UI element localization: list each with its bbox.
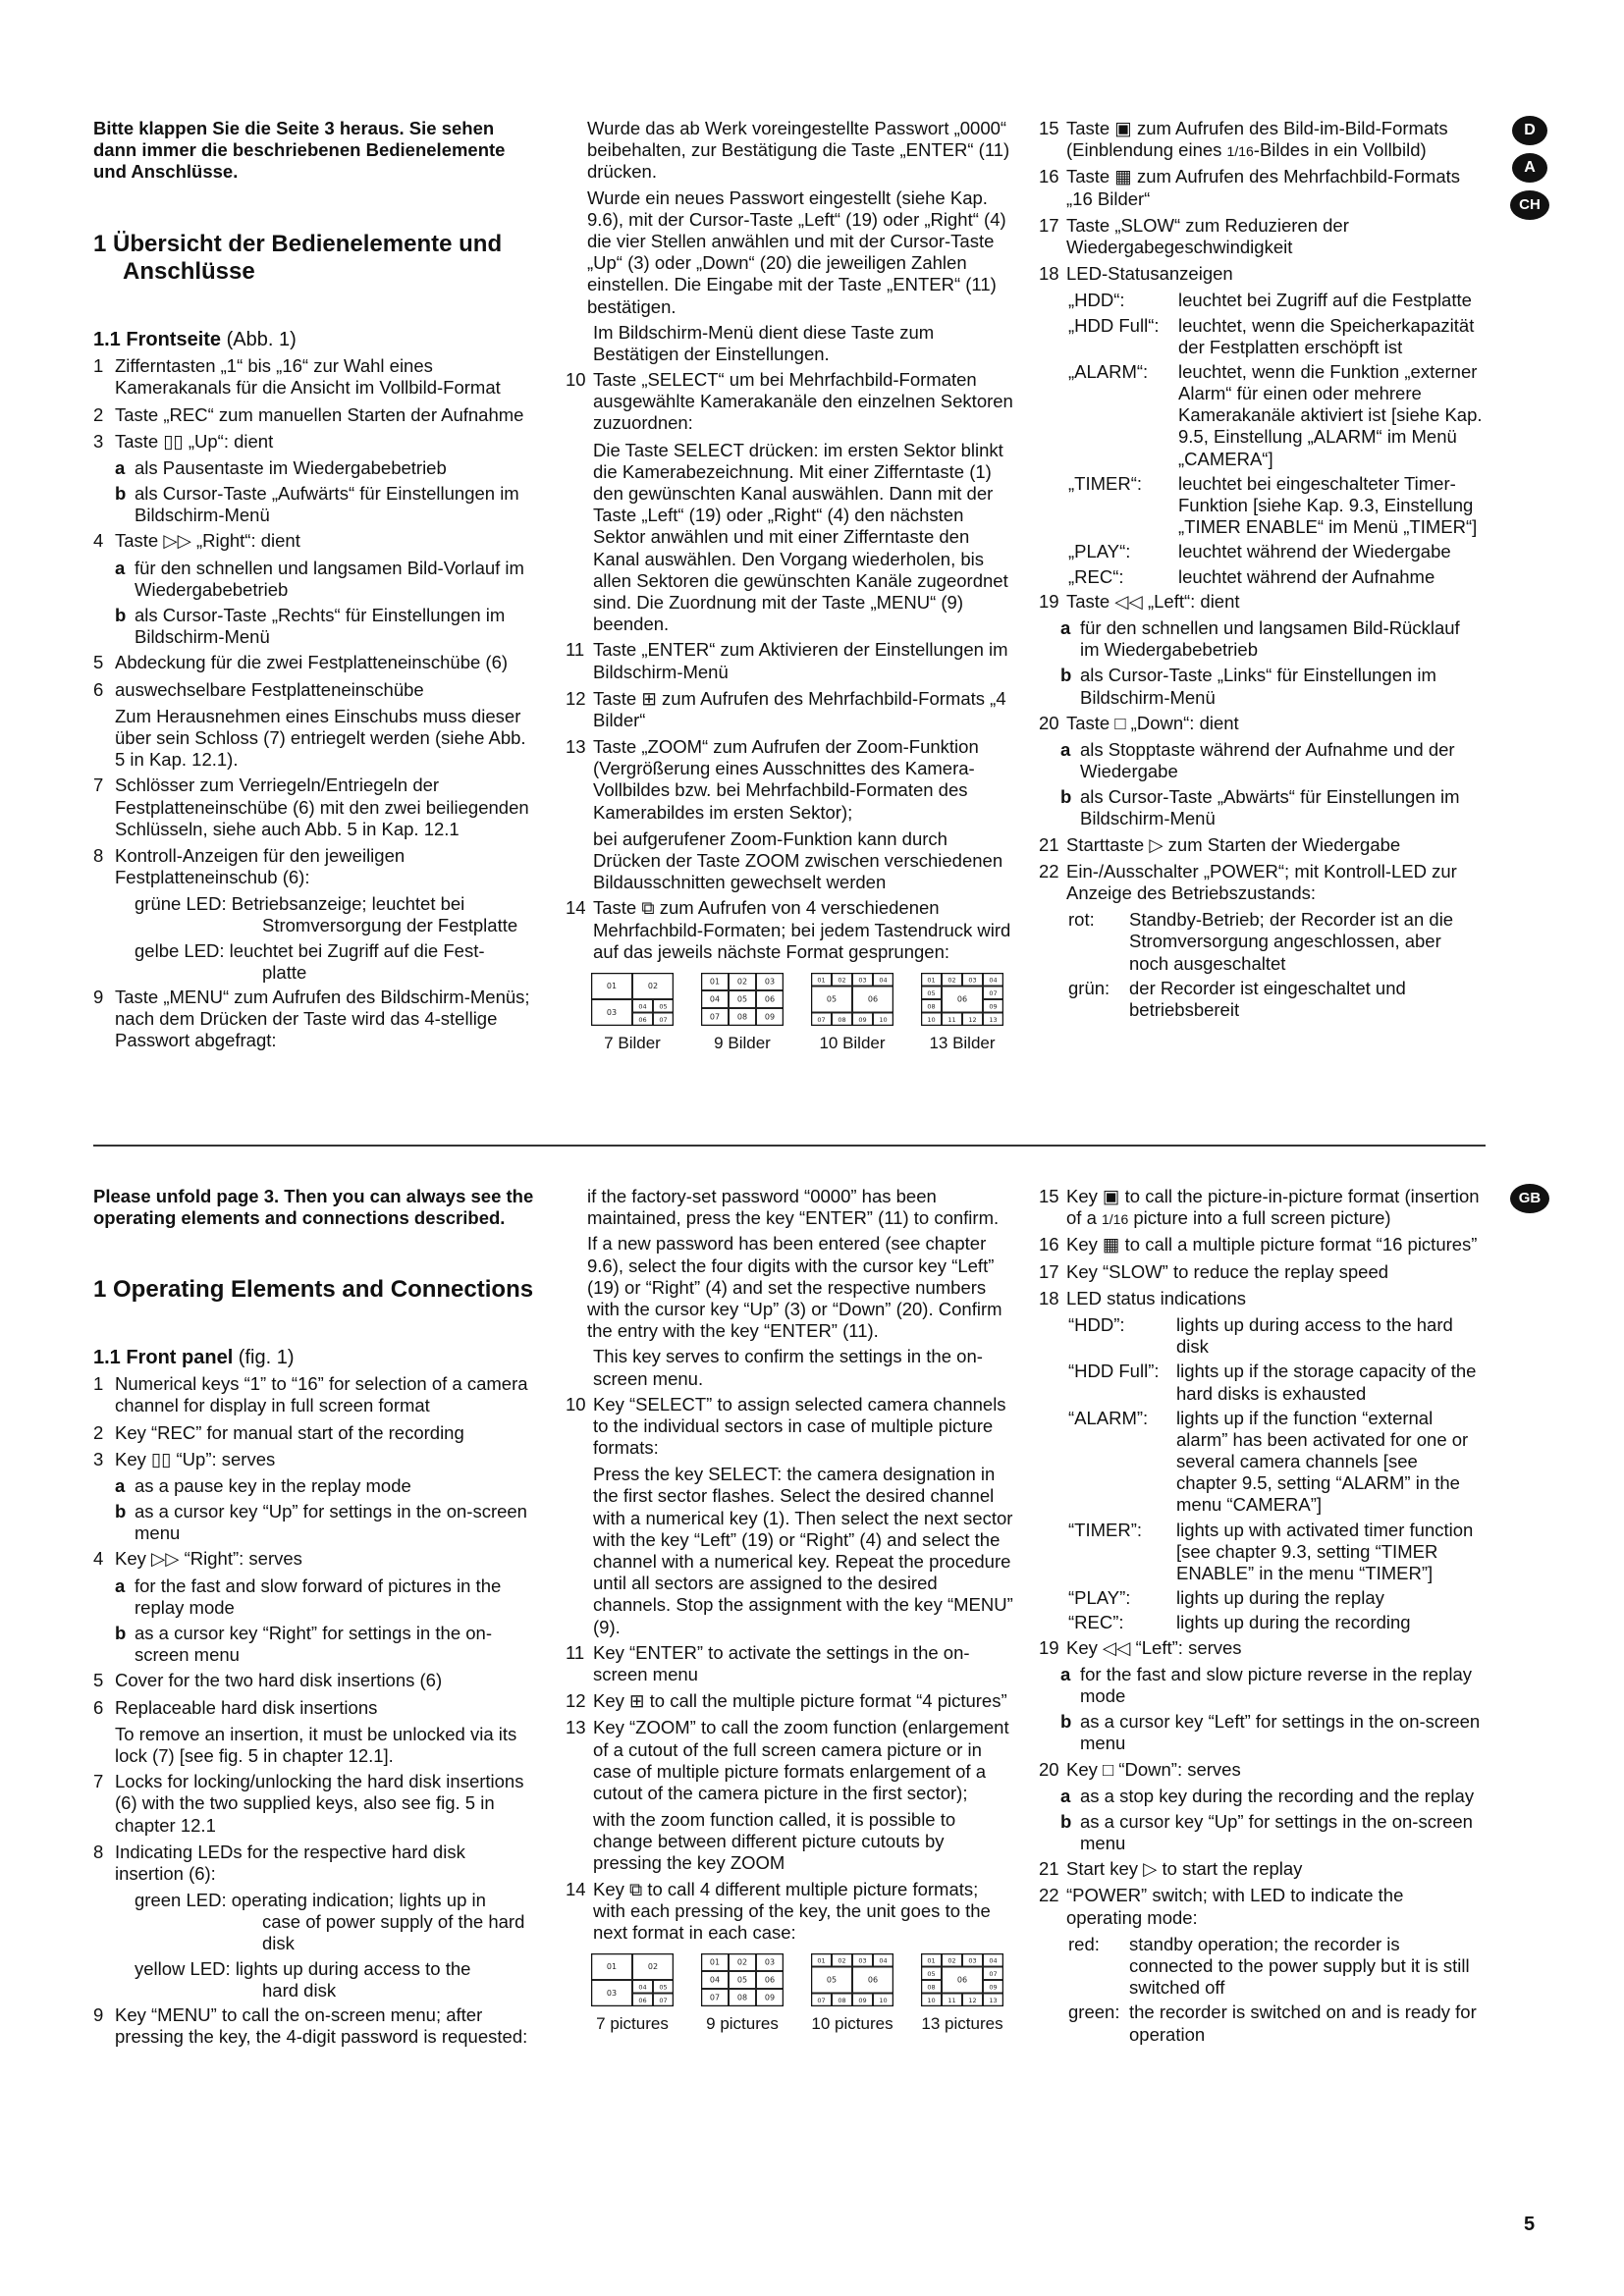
de-item-9: 9 Taste „MENU“ zum Aufrufen des Bildschirm-Menüs; nach dem Drücken der Taste wird das 4-stellige Passwort abgefragt: [93,987,530,1051]
grid-cell-label: 02 [947,976,956,985]
de-item-2: 2 Taste „REC“ zum manuellen Starten der Aufnahme [93,403,524,425]
grid-cell-label: 10 [927,1015,936,1024]
grid-9-icon [701,1953,784,2006]
en-item-19b: b as a cursor key “Left” for settings in the on-screen menu [1060,1711,1481,1754]
grid-10-icon [811,973,893,1026]
en-item-6-note: To remove an insertion, it must be unlocked via its lock (7) [see fig. 5 in chapter 12.1]. [115,1723,517,1766]
en-item-6: 6 Replaceable hard disk insertions [93,1696,378,1718]
grid-cell-label: 05 [927,988,936,997]
en-item-5: 5 Cover for the two hard disk insertions (6) [93,1670,443,1691]
de-password-default: Wurde das ab Werk voreingestellte Passwort „0000“ beibehalten, zur Bestätigung die Taste „ENTER“ (11) drücken. [587,118,1010,183]
en-format-7: 01 02 03 04 05 06 07 7 pictures [585,1953,679,2034]
de-led-hdd: „HDD“: leuchtet bei Zugriff auf die Festplatte [1068,290,1472,311]
grid-cell-label: 04 [709,994,721,1004]
en-item-4: 4 Key ▷▷ “Right”: serves [93,1548,302,1570]
de-format-10: 01 02 03 04 05 06 07 08 09 10 10 Bilder [805,973,899,1053]
grid-cell-label: 03 [858,1956,867,1965]
grid-cell-label: 03 [968,976,977,985]
language-badge-ch: CH [1510,190,1549,220]
grid-cell-label: 02 [736,977,748,987]
grid-cell-label: 05 [826,1975,838,1985]
de-led-alarm: „ALARM“: leuchtet, wenn die Funktion „externer Alarm“ für einen oder mehrere Kamerakanäle aktiviert ist [siehe Kap. 9.5, Einstellung „ALARM“ im Menü „CAMERA“] [1068,360,1483,469]
en-section-title: 1 Operating Elements and Connections [93,1276,534,1304]
de-item-3: 3 Taste ▯▯ „Up“: dient [93,430,274,452]
de-format-diagrams [566,973,1015,1053]
language-badge-d: D [1512,116,1547,145]
de-item-4: 4 Taste ▷▷ „Right“: dient [93,530,300,552]
grid-cell-label: 03 [764,1957,776,1967]
de-item-19a: a für den schnellen und langsamen Bild-Rücklauf im Wiedergabebetrieb [1060,616,1460,661]
en-led-timer: “TIMER”: lights up with activated timer function [see chapter 9.3, setting “TIMER ENABLE” in the menu “TIMER”] [1068,1519,1474,1583]
en-item-15: 15 Key ▣ to call the picture-in-picture format (insertion of a 1/16 picture into a full screen picture) [1039,1186,1480,1229]
de-item-15: 15 Taste ▣ zum Aufrufen des Bild-im-Bild-Formats (Einblendung eines 1/16-Bildes in ein Vollbild) [1039,118,1448,161]
grid-cell-label: 06 [867,1975,879,1985]
en-password-default: if the factory-set password “0000” has been maintained, press the key “ENTER” (11) to confirm. [587,1186,1000,1229]
de-item-21: 21 Starttaste ▷ zum Starten der Wiedergabe [1039,833,1401,855]
grid-cell-label: 08 [838,1015,846,1024]
en-format-10: 01 02 03 04 05 06 07 08 09 10 10 pictures [805,1953,899,2034]
de-item-3a: a als Pausentaste im Wiedergabebetrieb [115,456,447,478]
grid-cell-label: 09 [764,1993,776,2002]
en-subsection-title: 1.1 Front panel (fig. 1) [93,1347,295,1369]
en-item-16: 16 Key ▦ to call a multiple picture format “16 pictures” [1039,1234,1478,1255]
de-item-8-green: grüne LED: Betriebsanzeige; leuchtet bei Stromversorgung der Festplatte [135,893,518,936]
de-item-4a: a für den schnellen und langsamen Bild-Vorlauf im Wiedergabebetrieb [115,557,524,600]
grid-cell-label: 09 [989,1983,998,1992]
grid-9-icon [701,973,784,1026]
grid-cell-label: 07 [659,1015,668,1024]
grid-cell-label: 04 [709,1975,721,1985]
grid-cell-label: 07 [989,1969,998,1978]
grid-cell-label: 02 [647,1962,659,1972]
grid-cell-label: 11 [947,1996,956,2004]
grid-cell-label: 01 [606,981,618,990]
en-led-hdd: “HDD”: lights up during access to the hard disk [1068,1313,1453,1358]
en-intro: Please unfold page 3. Then you can always see the operating elements and connections described. [93,1186,534,1229]
de-item-13: 13 Taste „ZOOM“ zum Aufrufen der Zoom-Funktion (Vergrößerung eines Ausschnittes des Kamera-Vollbildes bzw. bei Mehrfachbild-Formaten des Kamerabildes im ersten Sektor); [566,736,979,823]
en-item-20b: b as a cursor key “Up” for settings in the on-screen menu [1060,1810,1473,1854]
de-format-9: 01 02 03 04 05 06 07 08 09 9 Bilder [695,973,789,1053]
grid-7-icon [591,1953,674,2006]
grid-cell-label: 01 [817,1956,826,1965]
de-item-8: 8 Kontroll-Anzeigen für den jeweiligen Festplatteneinschub (6): [93,844,406,888]
grid-cell-label: 03 [764,977,776,987]
en-column-3 [1039,1186,1483,2049]
grid-cell-label: 07 [709,1012,721,1022]
de-item-17: 17 Taste „SLOW“ zum Reduzieren der Wiedergabegeschwindigkeit [1039,214,1349,257]
de-power-green: grün: der Recorder ist eingeschaltet und betriebsbereit [1068,977,1406,1020]
de-item-20: 20 Taste □ „Down“: dient [1039,712,1239,733]
grid-cell-label: 01 [709,977,721,987]
en-item-22: 22 “POWER” switch; with LED to indicate the operating mode: [1039,1885,1404,1928]
grid-13-icon [921,973,1003,1026]
de-item-1: 1 Zifferntasten „1“ bis „16“ zur Wahl eines Kamerakanals für die Ansicht im Vollbild-Format [93,355,501,399]
page-number: 5 [1524,2214,1536,2235]
de-item-5: 5 Abdeckung für die zwei Festplatteneinschübe (6) [93,652,509,673]
en-led-play: “PLAY”: lights up during the replay [1068,1587,1384,1609]
grid-cell-label: 02 [947,1956,956,1965]
grid-cell-label: 09 [989,1002,998,1011]
grid-cell-label: 05 [659,1002,668,1011]
de-led-play: „PLAY“: leuchtet während der Wiedergabe [1068,541,1451,562]
grid-cell-label: 02 [838,976,846,985]
en-item-13: 13 Key “ZOOM” to call the zoom function (enlargement of a cutout of the full screen camera picture or in case of multiple picture formats enlargement of a cutout of the camera picture in the first sector); [566,1717,1009,1803]
en-item-3b: b as a cursor key “Up” for settings in the on-screen menu [115,1501,527,1544]
de-item-20b: b als Cursor-Taste „Abwärts“ für Einstellungen im Bildschirm-Menü [1060,786,1460,829]
de-item-10: 10 Taste „SELECT“ um bei Mehrfachbild-Formaten ausgewählte Kamerakanäle den einzelnen Sektoren zuzuordnen: [566,369,1013,434]
grid-cell-label: 07 [659,1996,668,2004]
grid-cell-label: 06 [956,994,968,1004]
grid-cell-label: 06 [956,1975,968,1985]
en-item-10-note: Press the key SELECT: the camera designation in the first sector flashes. Select the desired channel with a numerical key (1). Then select the next sector with the key “Left” (19) or “Right” (4) and select the channel with a numerical key. Repeat the procedure until all sectors are assigned to the desired channels. Stop the assignment with the key “MENU” (9). [593,1464,1013,1637]
en-item-12: 12 Key ⊞ to call the multiple picture format “4 pictures” [566,1690,1007,1712]
en-item-8-yellow: yellow LED: lights up during access to the hard disk [135,1957,471,2001]
grid-cell-label: 08 [736,1993,748,2002]
de-item-8-yellow: gelbe LED: leuchtet bei Zugriff auf die Fest- platte [135,939,485,983]
grid-cell-label: 06 [867,994,879,1004]
grid-cell-label: 09 [858,1015,867,1024]
de-item-19: 19 Taste ◁◁ „Left“: dient [1039,590,1240,612]
de-column-1 [93,118,537,1057]
en-item-11: 11 Key “ENTER” to activate the settings in the on-screen menu [566,1641,970,1684]
en-power-green: green: the recorder is switched on and is ready for operation [1068,2002,1477,2045]
grid-cell-label: 06 [638,1015,647,1024]
en-item-20a: a as a stop key during the recording and the replay [1060,1785,1475,1806]
de-item-11: 11 Taste „ENTER“ zum Aktivieren der Einstellungen im Bildschirm-Menü [566,639,1008,682]
grid-cell-label: 10 [879,1015,888,1024]
grid-cell-label: 05 [736,994,748,1004]
language-badge-gb: GB [1510,1184,1549,1213]
grid-cell-label: 07 [989,988,998,997]
de-column-2 [566,118,1015,1053]
en-item-3: 3 Key ▯▯ “Up”: serves [93,1448,276,1469]
en-led-alarm: “ALARM”: lights up if the function “external alarm” has been activated for one or several camera channels [see chapter 9.5, setting “ALARM” in the menu “CAMERA”] [1068,1407,1469,1516]
en-item-18: 18 LED status indications [1039,1287,1247,1308]
en-item-1: 1 Numerical keys “1” to “16” for selection of a camera channel for display in full screen format [93,1373,528,1416]
grid-cell-label: 10 [879,1996,888,2004]
grid-cell-label: 03 [968,1956,977,1965]
grid-cell-label: 05 [927,1969,936,1978]
de-item-7: 7 Schlösser zum Verriegeln/Entriegeln der Festplatteneinschübe (6) mit den zwei beiliegenden Schlüsseln, siehe auch Abb. 5 in Kap. 12.1 [93,774,529,839]
de-led-timer: „TIMER“: leuchtet bei eingeschalteter Timer-Funktion [siehe Kap. 9.3, Einstellung „TIMER ENABLE“ im Menü „TIMER“] [1068,472,1478,538]
grid-cell-label: 12 [968,1015,977,1024]
en-column-1 [93,1186,537,2053]
en-password-new: If a new password has been entered (see chapter 9.6), select the four digits with the cursor key “Left” (19) or “Right” (4) and set the respective numbers with the cursor key “Up” (3) or “Down” (20). Confirm the entry with the key “ENTER” (11). [587,1233,1002,1342]
de-item-18: 18 LED-Statusanzeigen [1039,263,1233,285]
en-item-10: 10 Key “SELECT” to assign selected camera channels to the individual sectors in case of multiple picture formats: [566,1393,1006,1459]
grid-cell-label: 08 [927,1983,936,1992]
de-led-rec: „REC“: leuchtet während der Aufnahme [1068,565,1435,587]
de-menu-confirm: Im Bildschirm-Menü dient diese Taste zum Bestätigen der Einstellungen. [593,321,935,364]
grid-cell-label: 01 [927,976,936,985]
grid-cell-label: 04 [989,1956,998,1965]
de-password-new: Wurde ein neues Passwort eingestellt (siehe Kap. 9.6), mit der Cursor-Taste „Left“ (19) oder „Right“ (4) die vier Stellen anwählen und mit der Cursor-Taste „Up“ (3) oder „Down“ (20) die jeweiligen Zahlen einstellen. Die Eingabe mit der Taste „ENTER“ (11) bestätigen. [587,187,1006,317]
grid-cell-label: 05 [659,1983,668,1992]
grid-cell-label: 06 [764,1975,776,1985]
en-item-21: 21 Start key ▷ to start the replay [1039,1858,1303,1880]
grid-cell-label: 09 [764,1012,776,1022]
en-item-17: 17 Key “SLOW” to reduce the replay speed [1039,1260,1389,1282]
grid-cell-label: 06 [764,994,776,1004]
grid-cell-label: 03 [606,1007,618,1017]
en-led-rec: “REC”: lights up during the recording [1068,1612,1411,1633]
de-column-3 [1039,118,1483,1024]
grid-cell-label: 02 [838,1956,846,1965]
grid-cell-label: 04 [879,976,888,985]
en-power-red: red: standby operation; the recorder is connected to the power supply but it is still switched off [1068,1933,1470,1999]
grid-cell-label: 07 [817,1015,826,1024]
de-item-13-note: bei aufgerufener Zoom-Funktion kann durch Drücken der Taste ZOOM zwischen verschiedenen Bildausschnitten gewechselt werden [593,828,1003,893]
grid-cell-label: 11 [947,1015,956,1024]
grid-cell-label: 04 [879,1956,888,1965]
language-badge-a: A [1512,153,1547,183]
grid-cell-label: 05 [736,1975,748,1985]
grid-cell-label: 08 [736,1012,748,1022]
en-led-hdd-full: “HDD Full”: lights up if the storage capacity of the hard disks is exhausted [1068,1361,1477,1404]
en-column-2 [566,1186,1015,2035]
grid-cell-label: 13 [989,1015,998,1024]
grid-cell-label: 08 [927,1002,936,1011]
de-item-4b: b als Cursor-Taste „Rechts“ für Einstellungen im Bildschirm-Menü [115,605,506,648]
de-item-3b: b als Cursor-Taste „Aufwärts“ für Einstellungen im Bildschirm-Menü [115,483,519,526]
en-item-8: 8 Indicating LEDs for the respective hard disk insertion (6): [93,1841,465,1884]
de-item-10-note: Die Taste SELECT drücken: im ersten Sektor blinkt die Kamerabezeichnung. Mit einer Zifferntaste (1) den gewünschten Kanal auswählen. Dann mit der Taste „Left“ (19) oder „Right“ (4) den nächsten Sektor anwählen und mit einer Zifferntaste den Kanal auswählen. Den Vorgang wiederholen, bis allen Sektoren die gewünschten Kanäle zugeordnet sind. Die Zuordnung mit der Taste „MENU“ (9) beenden. [593,439,1008,635]
en-item-8-green: green LED: operating indication; lights up in case of power supply of the hard disk [135,1890,525,1954]
en-item-2: 2 Key “REC” for manual start of the recording [93,1421,464,1443]
section-divider [93,1145,1486,1147]
en-item-14: 14 Key ⧉ to call 4 different multiple picture formats; with each pressing of the key, the unit goes to the next format in each case: [566,1878,991,1943]
grid-cell-label: 12 [968,1996,977,2004]
en-menu-confirm: This key serves to confirm the settings in the on-screen menu. [593,1346,983,1389]
grid-cell-label: 01 [709,1957,721,1967]
en-format-9: 01 02 03 04 05 06 07 08 09 9 pictures [695,1953,789,2034]
de-item-20a: a als Stopptaste während der Aufnahme und der Wiedergabe [1060,738,1455,782]
grid-cell-label: 04 [638,1983,647,1992]
en-item-19: 19 Key ◁◁ “Left”: serves [1039,1636,1242,1658]
en-item-20: 20 Key □ “Down”: serves [1039,1758,1241,1780]
grid-cell-label: 09 [858,1996,867,2004]
grid-7-icon [591,973,674,1026]
de-led-hdd-full: „HDD Full“: leuchtet, wenn die Speicherkapazität der Festplatten erschöpft ist [1068,314,1475,357]
de-section-title: 1 Übersicht der Bedienelemente und Anschlüsse [93,230,503,286]
en-item-4b: b as a cursor key “Right” for settings in the on-screen menu [115,1623,492,1666]
grid-cell-label: 04 [989,976,998,985]
grid-cell-label: 01 [927,1956,936,1965]
grid-cell-label: 02 [647,981,659,990]
en-item-13-note: with the zoom function called, it is possible to change between different picture cutouts by pressing the key ZOOM [593,1809,956,1874]
de-format-7: 01 02 03 04 05 06 07 7 Bilder [585,973,679,1053]
grid-cell-label: 10 [927,1996,936,2004]
en-item-19a: a for the fast and slow picture reverse in the replay mode [1060,1663,1472,1706]
grid-13-icon [921,1953,1003,2006]
grid-cell-label: 08 [838,1996,846,2004]
de-item-6-note: Zum Herausnehmen eines Einschubs muss dieser über sein Schloss (7) entriegelt werden (siehe Abb. 5 in Kap. 12.1). [115,705,526,771]
grid-10-icon [811,1953,893,2006]
grid-cell-label: 07 [709,1993,721,2002]
grid-cell-label: 04 [638,1002,647,1011]
de-item-19b: b als Cursor-Taste „Links“ für Einstellungen im Bildschirm-Menü [1060,665,1436,708]
de-item-12: 12 Taste ⊞ zum Aufrufen des Mehrfachbild-Formats „4 Bilder“ [566,687,1006,730]
de-item-16: 16 Taste ▦ zum Aufrufen des Mehrfachbild-Formats „16 Bilder“ [1039,166,1461,209]
de-item-14: 14 Taste ⧉ zum Aufrufen von 4 verschiedenen Mehrfachbild-Formaten; bei jedem Tastendruck wird auf das jeweils nächste Format gesprungen: [566,897,1011,962]
en-format-13: 01 02 03 04 05 06 07 08 09 10 11 12 13 13 pictures [915,1953,1009,2034]
en-item-3a: a as a pause key in the replay mode [115,1474,411,1496]
grid-cell-label: 06 [638,1996,647,2004]
en-format-diagrams [566,1953,1015,2034]
grid-cell-label: 01 [606,1962,618,1972]
de-power-red: rot: Standby-Betrieb; der Recorder ist an die Stromversorgung angeschlossen, aber noch ausgeschaltet [1068,909,1454,974]
de-subsection-title: 1.1 Frontseite (Abb. 1) [93,329,297,351]
en-item-7: 7 Locks for locking/unlocking the hard disk insertions (6) with the two supplied keys, also see fig. 5 in chapter 12.1 [93,1771,524,1836]
grid-cell-label: 05 [826,994,838,1004]
de-item-22: 22 Ein-/Ausschalter „POWER“; mit Kontroll-LED zur Anzeige des Betriebszustands: [1039,860,1457,903]
grid-cell-label: 13 [989,1996,998,2004]
grid-cell-label: 02 [736,1957,748,1967]
en-item-4a: a for the fast and slow forward of pictures in the replay mode [115,1575,502,1618]
en-item-9: 9 Key “MENU” to call the on-screen menu; after pressing the key, the 4-digit password is requested: [93,2004,528,2048]
grid-cell-label: 03 [606,1989,618,1999]
grid-cell-label: 07 [817,1996,826,2004]
de-format-13: 01 02 03 04 05 06 07 08 09 10 11 12 13 13 Bilder [915,973,1009,1053]
grid-cell-label: 03 [858,976,867,985]
grid-cell-label: 01 [817,976,826,985]
de-intro: Bitte klappen Sie die Seite 3 heraus. Sie sehen dann immer die beschriebenen Bedienelemente und Anschlüsse. [93,118,506,183]
de-item-6: 6 auswechselbare Festplatteneinschübe [93,678,424,700]
